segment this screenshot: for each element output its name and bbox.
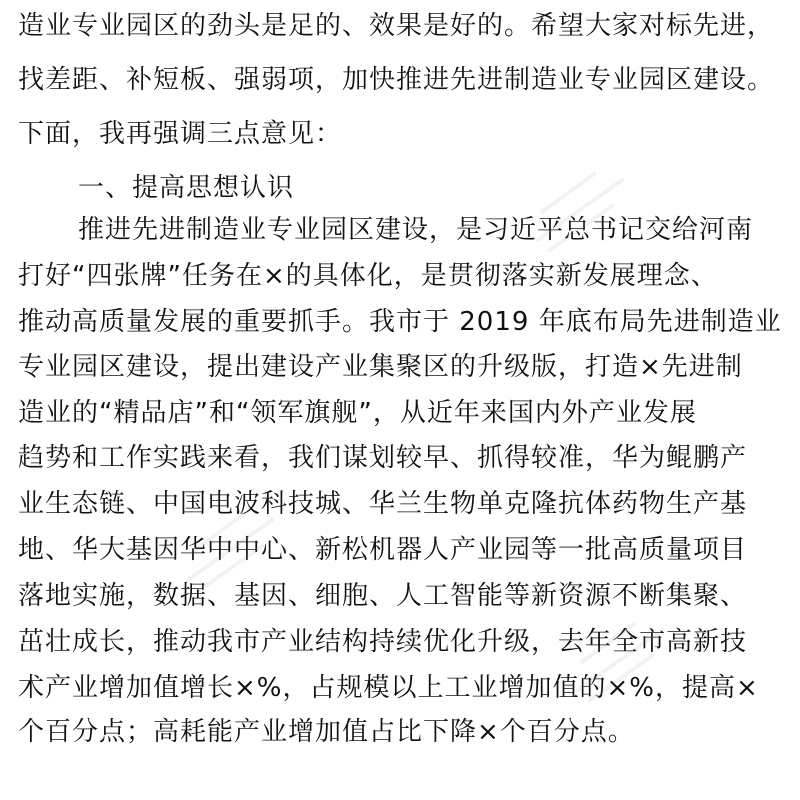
text-line: 个百分点；高耗能产业增加值占比下降×个百分点。 (18, 717, 635, 747)
text-line: 推动高质量发展的重要抓手。我市于 2019 年底布局先进制造业 (18, 307, 782, 337)
text-line: 茁壮成长，推动我市产业结构持续优化升级，去年全市高新技 (18, 627, 748, 657)
text-line: 造业专业园区的劲头是足的、效果是好的。希望大家对标先进， (18, 11, 775, 41)
text-line (18, 755, 788, 795)
text-line: 业生态链、中国电波科技城、华兰生物单克隆抗体药物生产基 (18, 489, 748, 519)
paragraph-start: 推进先进制造业专业园区建设，是习近平总书记交给河南 (78, 215, 754, 245)
text-line: 地、华大基因华中中心、新松机器人产业园等一批高质量项目 (18, 535, 748, 565)
text-line: 造业的“精品店”和“领军旗舰”，从近年来国内外产业发展 (18, 398, 697, 428)
text-line: 下面，我再强调三点意见： (18, 119, 343, 149)
text-line: 落地实施，数据、基因、细胞、人工智能等新资源不断集聚、 (18, 581, 748, 611)
text-line: 专业园区建设，提出建设产业集聚区的升级版，打造×先进制 (18, 352, 743, 382)
text-line: 找差距、补短板、强弱项，加快推进先进制造业专业园区建设。 (18, 65, 775, 95)
text-line: 术产业增加值增长×%，占规模以上工业增加值的×%，提高× (18, 673, 759, 703)
text-line: 打好“四张牌”任务在×的具体化，是贯彻落实新发展理念、 (18, 261, 718, 291)
text-line: 趋势和工作实践来看，我们谋划较早、抓得较准，华为鲲鹏产 (18, 443, 748, 473)
section-heading: 一、提高思想认识 (78, 173, 295, 203)
